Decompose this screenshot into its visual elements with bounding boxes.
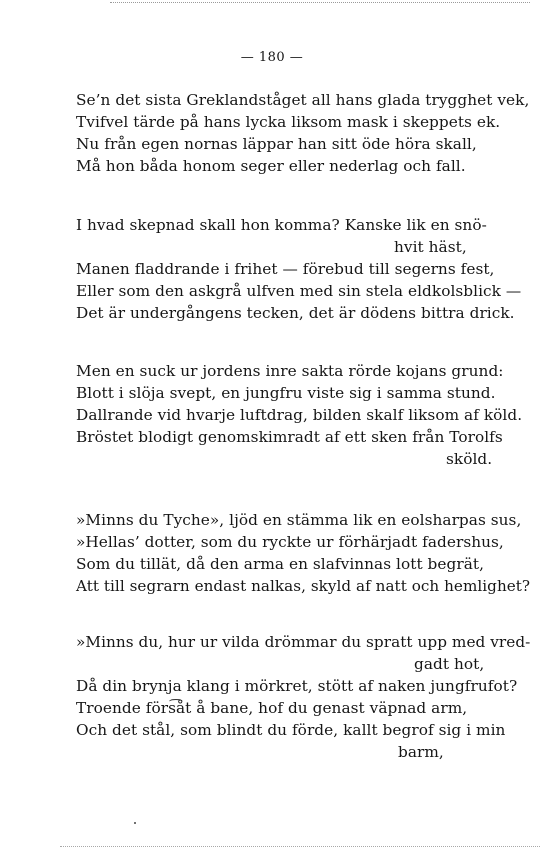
verse-line: I hvad skepnad skall hon komma? Kanske lik en snö- [76, 216, 487, 234]
verse-line: Eller som den askgrå ulfven med sin stela eldkolsblick — [76, 282, 522, 300]
verse-line-continuation: sköld. [446, 450, 493, 468]
verse-line: Och det stål, som blindt du förde, kallt begrof sig i min [76, 721, 506, 739]
page-number: — 180 — [240, 50, 304, 65]
verse-line: Men en suck ur jordens inre sakta rörde kojans grund: [76, 362, 504, 380]
verse-line: Då din brynja klang i mörkret, stött af naken jungfrufot? [76, 677, 518, 695]
paper-speck [134, 822, 136, 824]
verse-line: Det är undergångens tecken, det är dödens bittra drick. [76, 304, 515, 322]
verse-line: Må hon båda honom seger eller nederlag och fall. [76, 157, 466, 175]
verse-line: Bröstet blodigt genomskimradt af ett sken från Torolfs [76, 428, 503, 446]
verse-line: Tvifvel tärde på hans lycka liksom mask i skeppets ek. [76, 113, 501, 131]
verse-line: Dallrande vid hvarje luftdrag, bilden skalf liksom af köld. [76, 406, 523, 424]
top-dotted-rule [110, 2, 530, 3]
verse-line: Se’n det sista Greklandståget all hans glada trygghet vek, [76, 91, 530, 109]
verse-line: Som du tillät, då den arma en slafvinnas lott begrät, [76, 555, 484, 573]
verse-line-continuation: barm, [398, 743, 444, 761]
verse-line: Blott i slöja svept, en jungfru viste sig i samma stund. [76, 384, 496, 402]
verse-line-continuation: gadt hot, [414, 655, 485, 673]
verse-line: Nu från egen nornas läppar han sitt öde höra skall, [76, 135, 477, 153]
verse-line: »Minns du, hur ur vilda drömmar du spratt upp med vred- [76, 633, 531, 651]
verse-line: Manen fladdrande i frihet — förebud till segerns fest, [76, 260, 495, 278]
verse-line: »Hellas’ dotter, som du ryckte ur förhärjadt fadershus, [76, 533, 504, 551]
verse-line: »Minns du Tyche», ljöd en stämma lik en eolsharpas sus, [76, 511, 522, 529]
verse-line: Troende förs͡åt å bane, hof du genast väpnad arm, [76, 699, 468, 717]
verse-line: Att till segrarn endast nalkas, skyld af natt och hemlighet? [76, 577, 531, 595]
verse-line-continuation: hvit häst, [394, 238, 467, 256]
bottom-dotted-rule [60, 846, 540, 847]
